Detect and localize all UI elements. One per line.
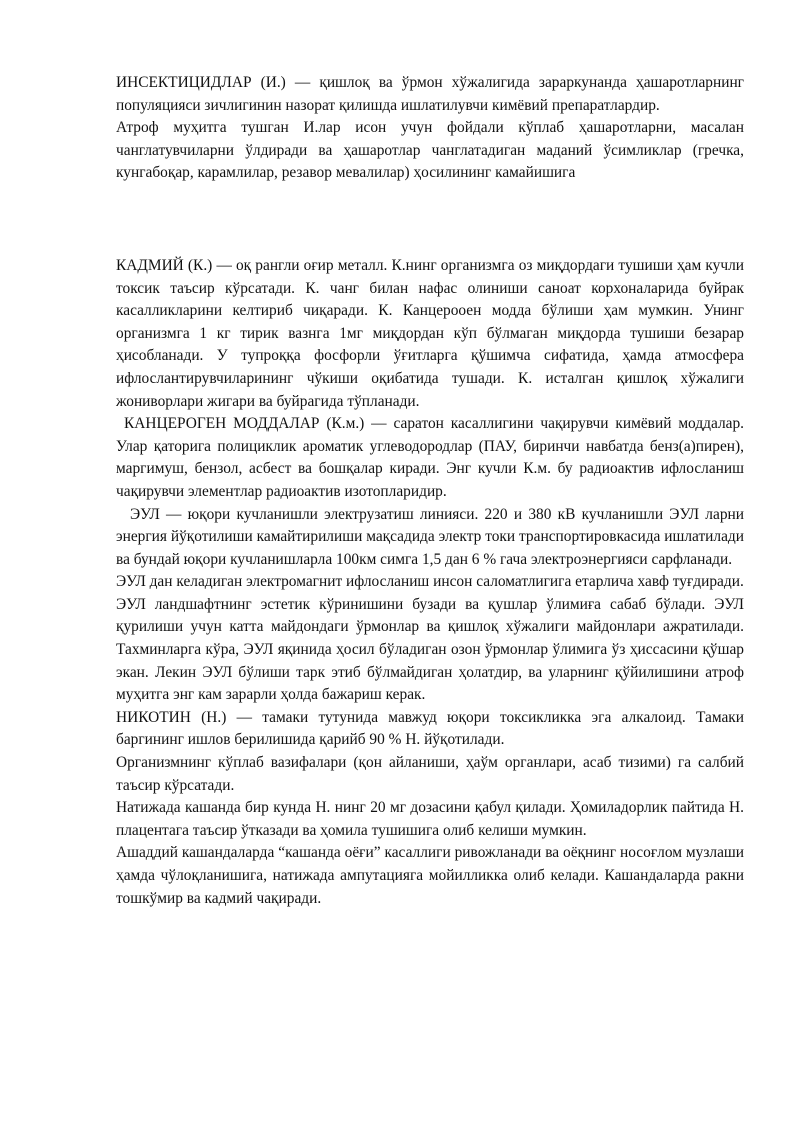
paragraph-power-line-landscape: ЭУЛ ландшафтнинг эстетик кўринишини бузади ва қушлар ўлимиға сабаб бўлади. ЭУЛ қурилиши учун катта майдондаги ўрмонлар ва қишлоқ хўжалиги майдонлари ажратилади. Тахминларга кўра, ЭУЛ яқинида ҳосил бўладиган озон ўрмонлар ўлимига ўз ҳиссасини қўшар экан. Лекин ЭУЛ бўлиши тарк этиб бўлмайдиган ҳолатдир, ва уларнинг қўйилишини атроф муҳитга энг кам зарарли ҳолда бажариш керак. [116, 595, 744, 704]
paragraph-insecticides-definition: ИНСЕКТИЦИДЛАР (И.) — қишлоқ ва ўрмон хўжалигида зараркунанда ҳашаротларнинг популяцияси зичлигинин назорат қилишда ишлатилувчи кимёвий препаратлардир. [116, 74, 744, 114]
paragraph-nicotine-dose: Натижада кашанда бир кунда Н. нинг 20 мг дозасини қабул қилади. Ҳомиладорлик пайтида Н. плацентага таъсир ўтказади ва ҳомила тушишига олиб келиши мумкин. [116, 799, 744, 839]
paragraph-power-line: ЭУЛ — юқори кучланишли электрузатиш линияси. 220 и 380 кВ кучланишли ЭУЛ ларни энергия йўқотилиши камайтирилиши мақсадида электр токи транспортировкасида ишлатилади ва бундай юқори кучланишларла 100км симга 1,5 дан 6 % гача электроэнергияси сарфланади. [116, 505, 744, 568]
blank-gap [116, 185, 744, 255]
paragraph-carcinogens: КАНЦЕРОГЕН МОДДАЛАР (К.м.) — саратон касаллигини чақирувчи кимёвий моддалар. Улар қаторига полициклик ароматик углеводородлар (ПАУ, биринчи навбатда бенз(а)пирен), маргимуш, бензол, асбест ва бошқалар киради. Энг кучли К.м. бу радиоактив ифлосланиш чақирувчи элементлар радиоактив изотопларидир. [116, 415, 744, 500]
paragraph-insecticides-effects: Атроф муҳитга тушган И.лар исон учун фойдали кўплаб ҳашаротларни, масалан чанглатувчиларни ўлдиради ва ҳашаротлар чанглатадиган маданий ўсимликлар (гречка, кунгабоқар, карамлилар, резавор мевалилар) ҳосилининг камайишига [116, 119, 744, 182]
paragraph-nicotine: НИКОТИН (Н.) — тамаки тутунида мавжуд юқори токсикликка эга алкалоид. Тамаки баргининг ишлов берилишида қарийб 90 % Н. йўқотилади. [116, 708, 744, 749]
paragraph-nicotine-organism: Организмнинг кўплаб вазифалари (қон айланиши, ҳаўм органлари, асаб тизими) га салбий таъсир кўрсатади. [116, 754, 744, 794]
document-page [116, 72, 744, 910]
paragraph-cadmium: КАДМИЙ (К.) — оқ рангли оғир металл. К.нинг организмга оз миқдордаги тушиши ҳам кучли токсик таъсир кўрсатади. К. чанг билан нафас олиниши саноат корхоналарида буйрак касалликларини келтириб чиқаради. К. Канцерооен модда бўлиши ҳам мумкин. Унинг организмга 1 кг тирик вазнга 1мг миқдордан кўп бўлмаган миқдорда тушиши безарар ҳисобланади. У тупроққа фосфорли ўғитларга қўшимча сифатида, ҳамда атмосфера ифлослантирувчиларининг чўкиши оқибатида тушади. К. исталган қишлоқ хўжалиги жониворлари жигари ва буйрагида тўпланади. [116, 256, 744, 410]
paragraph-power-line-pollution: ЭУЛ дан келадиган электромагнит ифлосланиш инсон саломатлигига етарлича хавф туғдиради. [116, 573, 744, 591]
paragraph-smokers-leg: Ашаддий кашандаларда “кашанда оёғи” касаллиги ривожланади ва оёқнинг носоғлом музлаши ҳамда чўлоқланишига, натижада ампутацияга мойилликка олиб келади. Кашандаларда ракни тошкўмир ва кадмий чақиради. [116, 844, 744, 907]
